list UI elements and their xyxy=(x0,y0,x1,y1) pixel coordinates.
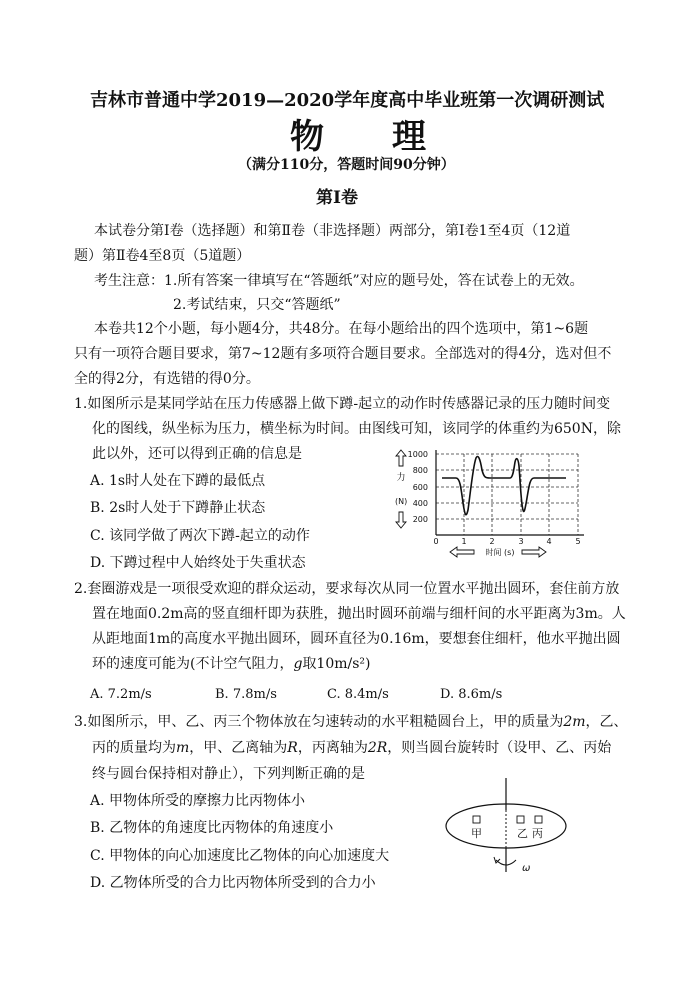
q3-line2-text-d: ，则当圆台旋转时（设甲、乙、丙始 xyxy=(387,740,612,756)
x-tick-1: 1 xyxy=(461,537,467,546)
notice-line-1: 考生注意：1.所有答案一律填写在“答题纸”对应的题号处，答在试卷上的无效。 xyxy=(94,273,584,289)
force-time-graph xyxy=(394,448,590,558)
y-tick-400: 400 xyxy=(412,499,428,508)
graph-grid xyxy=(436,454,578,535)
q2-stem-text-b: 取10m/s²) xyxy=(302,656,371,672)
q1-stem-line-3: 此以外，还可以得到正确的信息是 xyxy=(92,446,302,462)
q1-option-d: D. 下蹲过程中人始终处于失重状态 xyxy=(90,555,306,571)
q3-line1-tail: ，乙、 xyxy=(585,714,628,730)
x-tick-0: 0 xyxy=(433,537,439,546)
notice-line-2: 2.考试结束，只交“答题纸” xyxy=(173,297,341,313)
q3-option-d: D. 乙物体所受的合力比丙物体所受到的合力小 xyxy=(90,875,376,891)
x-axis-label: 时间 (s) xyxy=(485,548,515,557)
q3-line2-text-c: ，丙离轴为 xyxy=(297,740,368,756)
q3-line2-text-a: 丙的质量均为 xyxy=(92,740,176,756)
rule-line-2: 只有一项符合题目要求，第7~12题有多项符合题目要求。全部选对的得4分，选对但不 xyxy=(74,346,612,362)
block-jia xyxy=(473,816,480,823)
q2-stem-line-2: 置在地面0.2m高的竖直细杆即为获胜，抛出时圆环前端与细杆间的水平距离为3m。人 xyxy=(92,606,626,622)
y-label-unit: (N) xyxy=(395,497,408,506)
x-tick-5: 5 xyxy=(575,537,581,546)
intro-line-1: 本试卷分第Ⅰ卷（选择题）和第Ⅱ卷（非选择题）两部分，第Ⅰ卷1至4页（12道 xyxy=(94,223,571,239)
intro-line-2: 题）第Ⅱ卷4至8页（5道题） xyxy=(74,248,251,264)
q2-stem-text-a: 环的速度可能为(不计空气阻力， xyxy=(92,656,294,672)
label-yi: 乙 xyxy=(517,827,528,840)
q3-stem-line-2 xyxy=(92,741,611,755)
y-tick-1000: 1000 xyxy=(407,450,428,459)
subject-title: 物 理 xyxy=(290,117,426,157)
rule-line-3: 全的得2分，有选错的得0分。 xyxy=(74,371,260,387)
x-tick-4: 4 xyxy=(546,537,552,546)
q3-stem-line-3: 终与圆台保持相对静止），下列判断正确的是 xyxy=(92,766,365,782)
arrow-right-icon xyxy=(522,547,546,557)
q1-option-b: B. 2s时人处于下蹲静止状态 xyxy=(90,500,266,516)
q1-option-a: A. 1s时人处在下蹲的最低点 xyxy=(90,473,266,489)
x-tick-2: 2 xyxy=(489,537,495,546)
arrow-down-icon xyxy=(396,512,406,528)
y-axis-label xyxy=(395,450,407,528)
q3-option-b: B. 乙物体的角速度比丙物体的角速度小 xyxy=(90,820,334,836)
q3-stem-line-1 xyxy=(74,715,628,729)
label-jia: 甲 xyxy=(471,827,482,840)
q3-option-c: C. 甲物体的向心加速度比乙物体的向心加速度大 xyxy=(90,848,390,864)
x-tick-3: 3 xyxy=(518,537,524,546)
block-yi xyxy=(517,816,524,823)
q1-option-c: C. 该同学做了两次下蹲-起立的动作 xyxy=(90,528,310,544)
q3-line2-text-b: ，甲、乙离轴为 xyxy=(189,740,288,756)
q2-option-c: C. 8.4m/s xyxy=(327,687,389,702)
rotating-table-figure xyxy=(440,776,570,876)
arrow-left-icon xyxy=(450,547,474,557)
q2-option-d: D. 8.6m/s xyxy=(440,687,503,702)
q2-stem-line-1: 2.套圈游戏是一项很受欢迎的群众运动，要求每次从同一位置水平抛出圆环，套住前方放 xyxy=(74,581,620,597)
arrow-up-icon xyxy=(396,450,406,466)
y-tick-600: 600 xyxy=(412,483,428,492)
q2-stem-line-3: 从距地面1m的高度水平抛出圆环，圆环直径为0.16m，要想套住细杆，他水平抛出圆 xyxy=(92,631,621,647)
y-tick-800: 800 xyxy=(412,466,428,475)
y-tick-200: 200 xyxy=(412,515,428,524)
q3-radius-r: R xyxy=(287,740,298,756)
volume-heading: 第Ⅰ卷 xyxy=(316,188,358,208)
q1-stem-line-2: 化的图线，纵坐标为压力，横坐标为时间。由图线可知，该同学的体重约为650N，除 xyxy=(92,421,621,437)
q3-option-a: A. 甲物体所受的摩擦力比丙物体小 xyxy=(90,793,306,809)
label-omega: ω xyxy=(522,863,531,874)
q2-g-symbol: g xyxy=(293,656,303,672)
exam-title: 吉林市普通中学2019—2020学年度高中毕业班第一次调研测试 xyxy=(90,90,605,111)
exam-note: （满分110分，答题时间90分钟） xyxy=(238,157,455,173)
q2-stem-line-4 xyxy=(92,657,371,671)
q3-mass-m: m xyxy=(176,740,190,756)
q3-mass-2m: 2m xyxy=(563,714,586,730)
y-label-force: 力 xyxy=(396,473,406,483)
q3-line1-text: 3.如图所示，甲、乙、丙三个物体放在匀速转动的水平粗糙圆台上，甲的质量为 xyxy=(74,714,564,730)
rule-line-1: 本卷共12个小题，每小题4分，共48分。在每小题给出的四个选项中，第1~6题 xyxy=(94,321,589,337)
label-bing: 丙 xyxy=(532,827,543,840)
block-bing xyxy=(535,816,542,823)
q1-stem-line-1: 1.如图所示是某同学站在压力传感器上做下蹲-起立的动作时传感器记录的压力随时间变 xyxy=(74,396,611,412)
q3-radius-2r: 2R xyxy=(367,740,388,756)
force-curve xyxy=(442,457,566,515)
q2-option-b: B. 7.8m/s xyxy=(215,687,277,702)
q2-option-a: A. 7.2m/s xyxy=(90,687,152,702)
